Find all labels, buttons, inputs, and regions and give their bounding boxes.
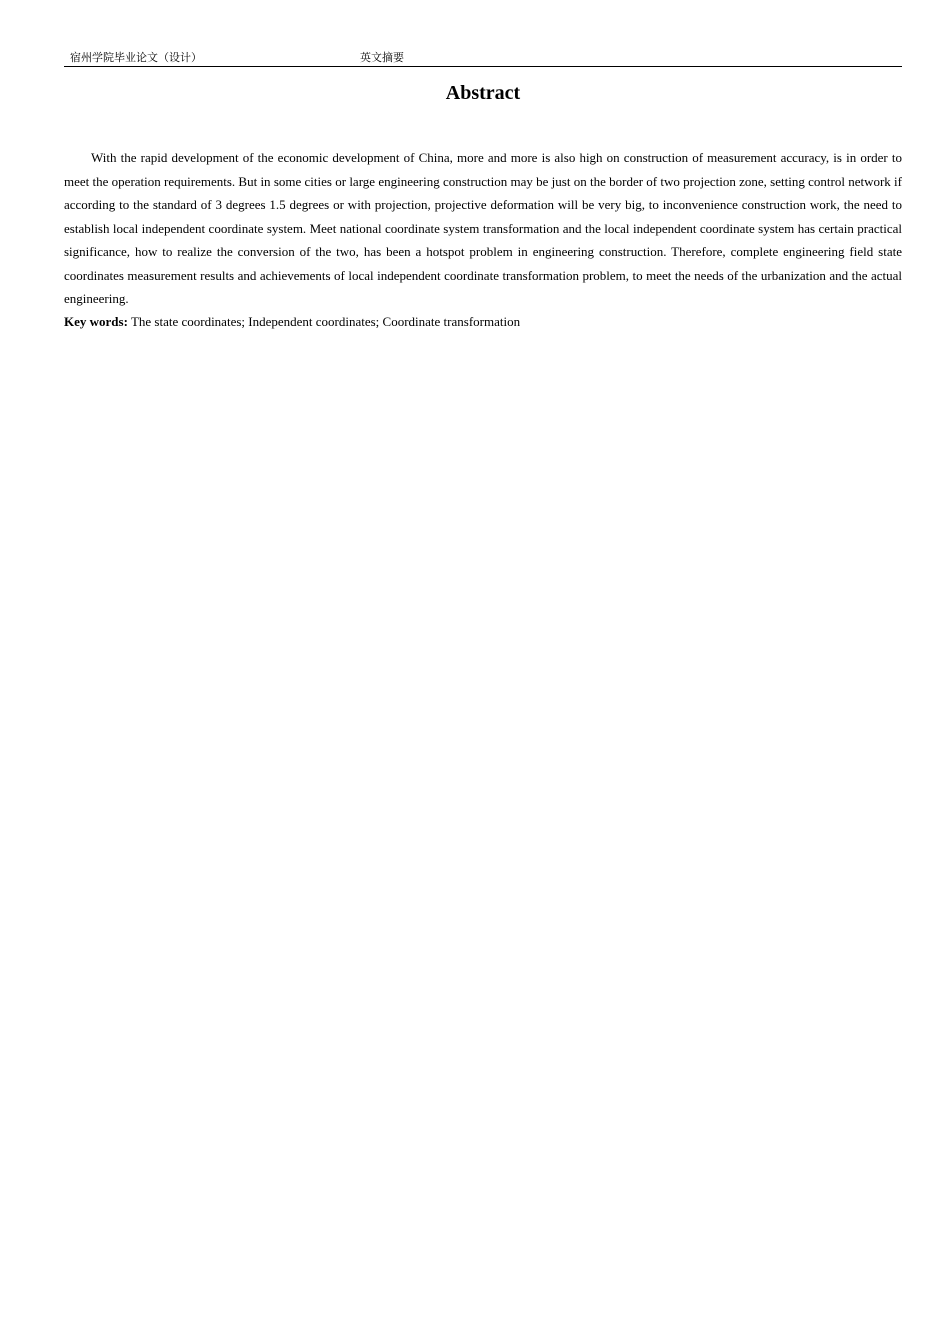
keywords-text: The state coordinates; Independent coordinates; Coordinate transformation xyxy=(130,314,521,329)
header-section-title: 英文摘要 xyxy=(360,51,404,64)
abstract-paragraph: With the rapid development of the economic development of China, more and more is also high on construction of measurement accuracy, is in order to meet the operation requirements. But in some cities or large engineering construction may be just on the border of two projection zone, setting control network if according to the standard of 3 degrees 1.5 degrees or with projection, projective deformation will be very big, to inconvenience construction work, the need to establish local independent coordinate system. Meet national coordinate system transformation and the local independent coordinate system has certain practical significance, how to realize the conversion of the two, has been a hotspot problem in engineering construction. Therefore, complete engineering field state coordinates measurement results and achievements of local independent coordinate transformation problem, to meet the needs of the urbanization and the actual engineering. xyxy=(64,150,902,306)
abstract-heading: Abstract xyxy=(445,82,521,104)
page-header xyxy=(64,50,902,67)
keywords-line xyxy=(64,310,902,333)
keywords-label: Key words: xyxy=(64,314,128,329)
header-thesis-title: 宿州学院毕业论文（设计） xyxy=(70,51,202,64)
